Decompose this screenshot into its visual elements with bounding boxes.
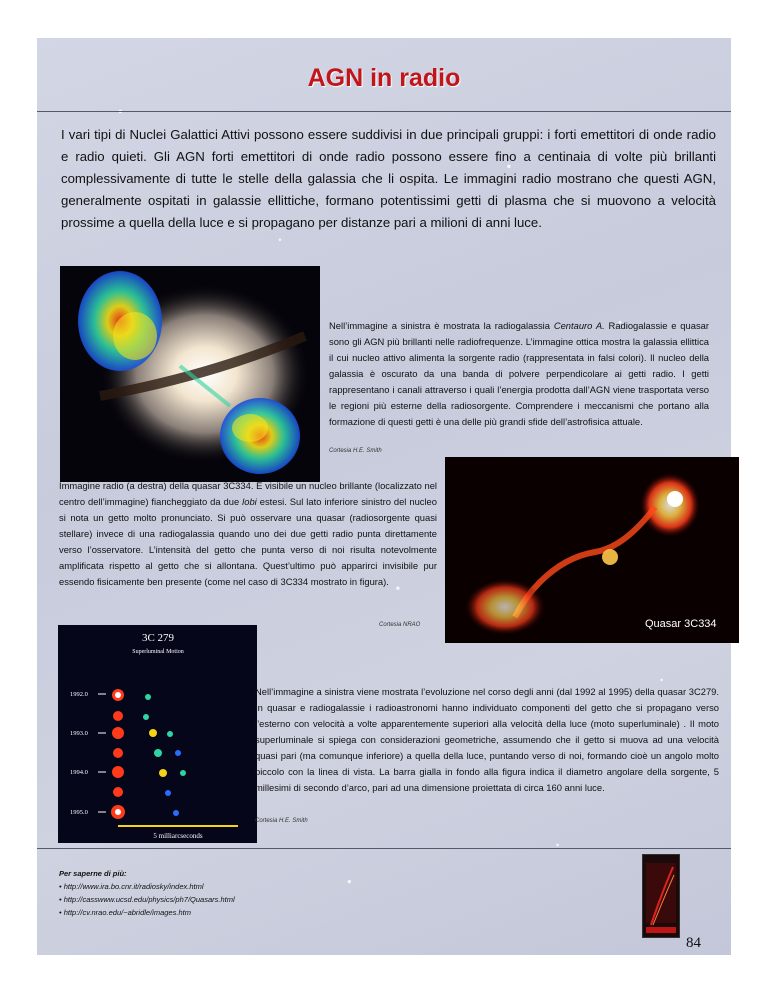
book-cover-image — [642, 854, 680, 938]
more-info-link[interactable]: • http://casswww.ucsd.edu/physics/ph7/Quasars.html — [59, 895, 235, 904]
more-info-heading: Per saperne di più: — [59, 869, 127, 878]
quasar-3c334-credit: Cortesia NRAO — [379, 622, 421, 628]
title-divider — [37, 111, 731, 112]
epoch-label: 1994.0 — [70, 769, 88, 776]
centaurus-a-image — [60, 266, 320, 482]
quasar-3c334-label: Quasar 3C334 — [645, 618, 717, 630]
superluminal-image — [58, 625, 257, 843]
superluminal-title: 3C 279 — [141, 632, 175, 644]
centaurus-a-text: Nell’immagine a sinistra è mostrata la radiogalassia Centauro A. Radiogalassie e quasar sono gli AGN più brillanti nelle radiofrequenze. L’immagine ottica mostra la galassia ellittica il cui nucleo attivo alimenta la sorgente radio (rappresentata in falsi colori). Il nucleo della galassia è oscurato da una banda di polvere perpendicolare ai getti radio. I getti rappresentano i canali attraverso i quali l’energia prodotta dall’AGN viene trasportata verso le regioni più esterne della radiosorgente. Comprendere i meccanismi che portano alla formazione di questi getti è una delle più grandi sfide dell’astrofisica attuale. — [329, 320, 709, 427]
centaurus-a-credit: Cortesia H.E. Smith — [329, 448, 382, 454]
quasar-3c334-image — [445, 457, 739, 643]
more-info — [59, 867, 235, 919]
page-number: 84 — [686, 935, 701, 951]
epoch-label: 1993.0 — [70, 730, 88, 737]
footer-divider — [37, 848, 731, 849]
quasar-3c334-text: Immagine radio (a destra) della quasar 3C334. È visibile un nucleo brillante (localizzato nel centro dell’immagine) fiancheggiato da due lobi estesi. Sul lato inferiore sinistro del nucleo si nota un getto molto pronunciato. Si può osservare una quasar (radiosorgente quasi stellare) invece di una radiogalassia quando uno dei due getti radio punta direttamente verso l’osservatore. L’intensità del getto che punta verso di noi risulta notevolmente amplificata rispetto al getto che si allontana. Quest’ultimo può apparirci invisibile pur essendo fisicamente ben presente (come nel caso di 3C334 mostrato in figura). — [59, 480, 437, 587]
superluminal-text: Nell’immagine a sinistra viene mostrata l’evoluzione nel corso degli anni (dal 1992 al 1995) della quasar 3C279. In quasar e radiogalassie i radioastronomi hanno individuato componenti del getto che si propagano verso l’esterno con velocità a volte apparentemente superiori alla velocità della luce (moto superluminale) . Il moto superluminale si spiega con considerazioni geometriche, assumendo che il getto si muova ad una velocità quasi pari (ma comunque inferiore) a quella della luce, puntando verso di noi, formando cioè un angolo molto piccolo con la linea di vista. La barra gialla in fondo alla figura indica il diametro angolare della sorgente, 5 millesimi di secondo d’arco, pari ad una dimensione proiettata di circa 160 anni luce. — [255, 686, 719, 793]
superluminal-credit: Cortesia H.E. Smith — [255, 818, 308, 824]
scale-bar — [118, 825, 238, 827]
more-info-link[interactable]: • http://cv.nrao.edu/~abridle/images.htm — [59, 908, 191, 917]
superluminal-subtitle: Superluminal Motion — [132, 649, 184, 655]
page-sheet — [37, 38, 731, 955]
epoch-label: 1995.0 — [70, 809, 88, 816]
scale-label: 5 milliarcseconds — [153, 832, 203, 840]
intro-paragraph: I vari tipi di Nuclei Galattici Attivi possono essere suddivisi in due principali gruppi: i forti emettitori di onde radio e radio quieti. Gli AGN forti emettitori di onde radio possono essere fino a centinaia di volte più brillanti complessivamente di tutte le stelle della galassia che li ospita. Le immagini radio mostrano che questi AGN, generalmente ospitati in galassie ellittiche, formano potentissimi getti di plasma che si muovono a velocità prossime a quella della luce e si propagano per distanze pari a milioni di anni luce. — [61, 127, 716, 230]
page-title: AGN in radio — [307, 64, 461, 92]
radio-blob — [111, 689, 186, 819]
epoch-label: 1992.0 — [70, 691, 88, 698]
more-info-link[interactable]: • http://www.ira.bo.cnr.it/radiosky/index.html — [59, 882, 204, 891]
